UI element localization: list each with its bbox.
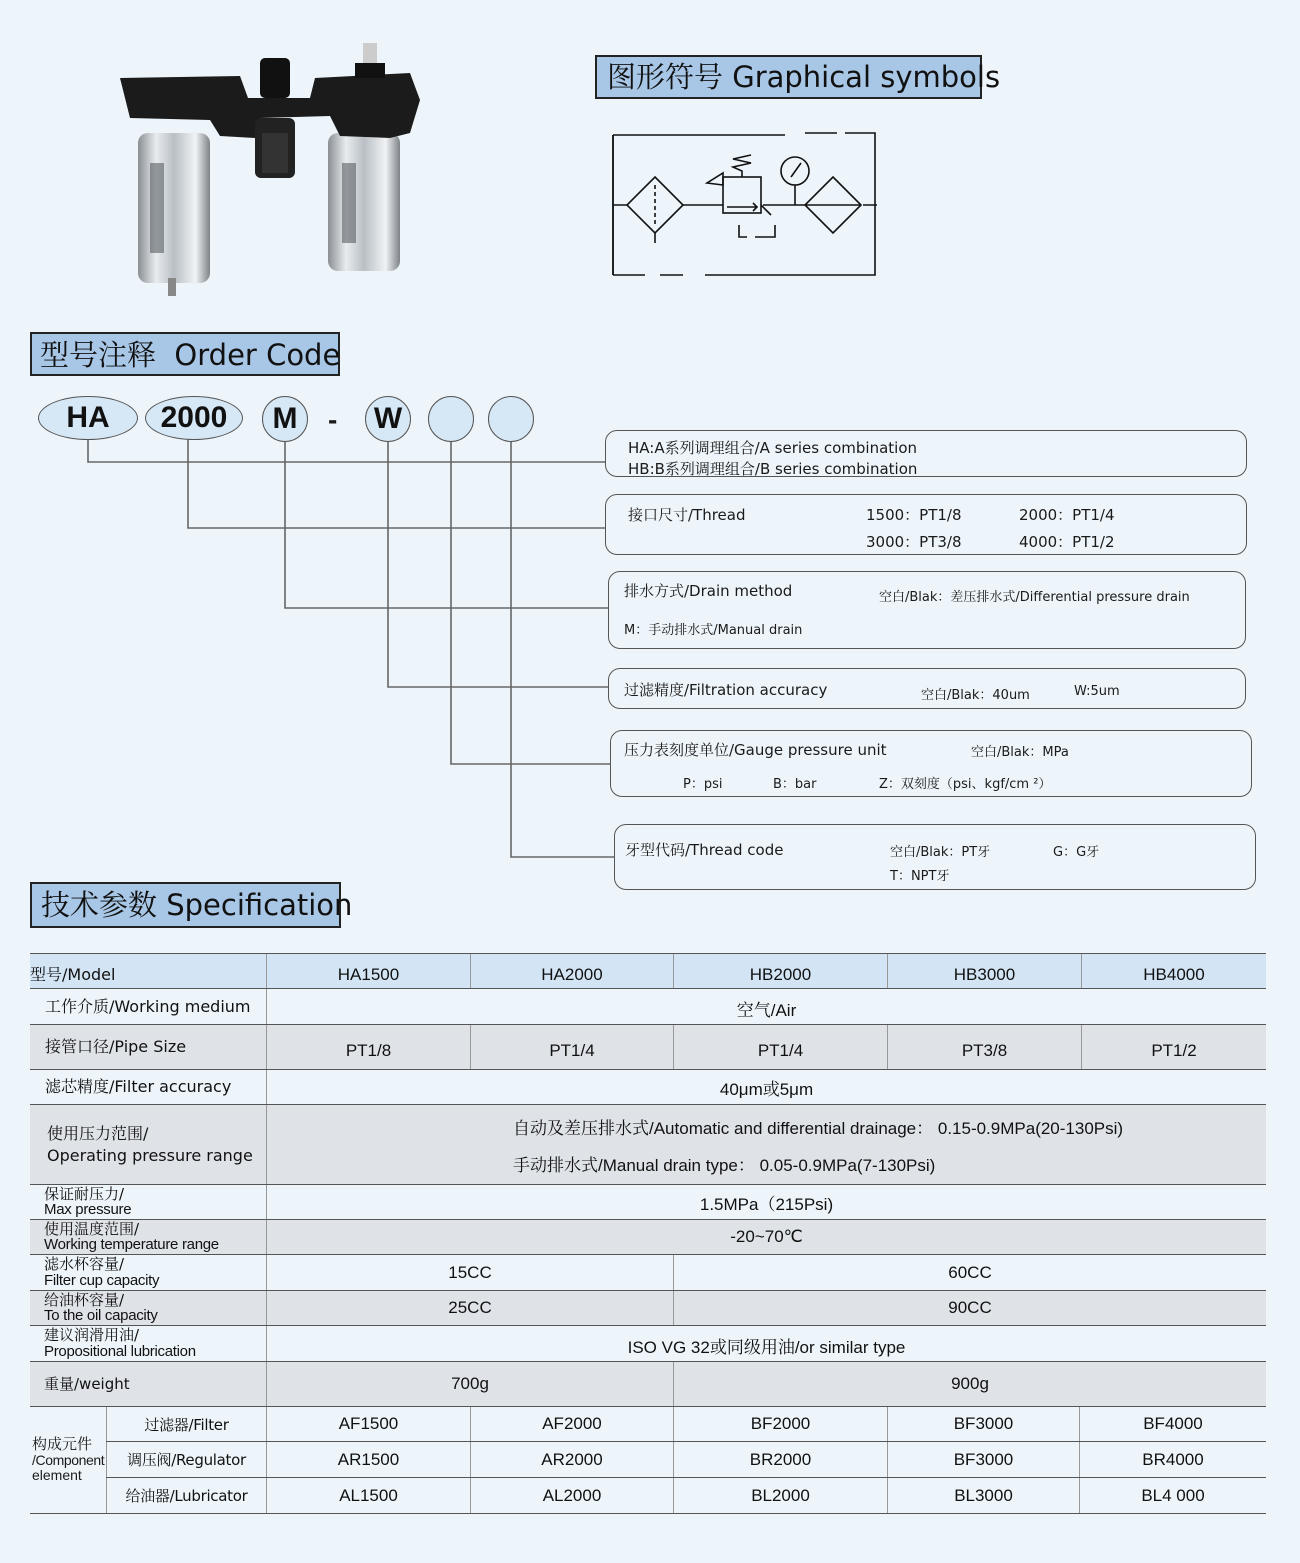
- oil-capacity-row: [30, 1291, 1266, 1326]
- component-filter-ha2000: AF2000: [470, 1407, 673, 1441]
- lubrication-value: ISO VG 32或同级用油/or similar type: [266, 1326, 1266, 1361]
- pressure-range-auto: 自动及差压排水式/Automatic and differential drainage： 0.15-0.9MPa(20-130Psi): [513, 1118, 1124, 1138]
- drain-method-blank: 空白/Blak：差压排水式/Differential pressure drain: [879, 590, 1190, 605]
- filtration-label: 过滤精度/Filtration accuracy: [624, 681, 828, 699]
- pressure-range-label: [30, 1105, 266, 1184]
- component-filter-hb3000: BF3000: [887, 1407, 1079, 1441]
- max-pressure-value: 1.5MPa（215Psi): [266, 1185, 1266, 1219]
- oil-capacity-a-series: 25CC: [266, 1291, 673, 1325]
- oil-capacity-b-series: 90CC: [673, 1291, 1266, 1325]
- thread-code-box: [614, 824, 1256, 890]
- pipe-size-hb3000: PT3/8: [887, 1025, 1081, 1069]
- temperature-label-cn: 使用温度范围/: [44, 1219, 140, 1238]
- temperature-value: -20~70℃: [266, 1220, 1266, 1254]
- pipe-size-hb4000: PT1/2: [1081, 1025, 1266, 1069]
- thread-size-4000: 4000：PT1/2: [1019, 533, 1115, 551]
- filter-cup-label: [30, 1255, 266, 1290]
- component-regulator-name: 调压阀/Regulator: [106, 1442, 266, 1477]
- component-lubricator-name: 给油器/Lubricator: [106, 1478, 266, 1513]
- series-box: [605, 430, 1247, 477]
- filter-cup-label-en: Filter cup capacity: [44, 1271, 160, 1289]
- oil-capacity-label: [30, 1291, 266, 1325]
- pipe-size-label: 接管口径/Pipe Size: [45, 1037, 187, 1057]
- component-lubricator-hb4000: BL4 000: [1079, 1478, 1266, 1513]
- temperature-label-en: Working temperature range: [44, 1236, 219, 1253]
- component-block: [30, 1407, 1266, 1514]
- order-code-title: 型号注释 Order Code: [30, 332, 340, 376]
- model-ha1500: HA1500: [266, 954, 470, 988]
- drain-method-box: [608, 571, 1246, 649]
- gauge-unit-dual: Z：双刻度（psi、kgf/cm ²）: [879, 777, 1052, 792]
- pipe-size-ha2000: PT1/4: [470, 1025, 673, 1069]
- weight-label: 重量/weight: [44, 1374, 130, 1393]
- weight-a-series: 700g: [266, 1362, 673, 1406]
- thread-size-label: 接口尺寸/Thread: [628, 506, 746, 524]
- component-regulator-ha1500: AR1500: [266, 1442, 470, 1477]
- filtration-box: [608, 668, 1246, 709]
- max-pressure-label-en: Max pressure: [44, 1201, 132, 1218]
- filtration-w: W:5um: [1074, 684, 1120, 699]
- model-ha2000: HA2000: [470, 954, 673, 988]
- thread-code-label: 牙型代码/Thread code: [625, 841, 784, 859]
- component-regulator-hb2000: BR2000: [673, 1442, 887, 1477]
- component-regulator-hb4000: BR4000: [1079, 1442, 1266, 1477]
- max-pressure-row: [30, 1185, 1266, 1220]
- filter-cup-label-cn: 滤水杯容量/: [44, 1255, 125, 1273]
- working-medium-row: [30, 989, 1266, 1025]
- drain-method-label: 排水方式/Drain method: [624, 582, 793, 600]
- component-row-filter: [106, 1407, 1266, 1442]
- graphical-symbols-title: 图形符号 Graphical symbols: [595, 55, 982, 99]
- weight-row: [30, 1362, 1266, 1407]
- component-label-en2: element: [32, 1466, 82, 1483]
- gauge-unit-label: 压力表刻度单位/Gauge pressure unit: [624, 741, 887, 759]
- thread-size-3000: 3000：PT3/8: [866, 533, 962, 551]
- component-lubricator-ha1500: AL1500: [266, 1478, 470, 1513]
- component-regulator-hb3000: BF3000: [887, 1442, 1079, 1477]
- lubrication-row: [30, 1326, 1266, 1362]
- pipe-size-row: [30, 1025, 1266, 1070]
- oil-capacity-label-cn: 给油杯容量/: [44, 1290, 125, 1309]
- gauge-unit-bar: B：bar: [773, 777, 817, 792]
- drain-method-manual: M：手动排水式/Manual drain: [624, 623, 803, 638]
- working-medium-value: 空气/Air: [266, 989, 1266, 1024]
- series-a-text: HA:A系列调理组合/A series combination: [628, 439, 918, 457]
- filtration-blank: 空白/Blak：40um: [921, 688, 1030, 703]
- thread-code-blank: 空白/Blak：PT牙: [890, 845, 991, 860]
- filter-cup-a-series: 15CC: [266, 1255, 673, 1290]
- code-dash: -: [328, 404, 338, 435]
- component-regulator-ha2000: AR2000: [470, 1442, 673, 1477]
- lubrication-label: [30, 1326, 266, 1361]
- component-lubricator-hb2000: BL2000: [673, 1478, 887, 1513]
- component-label-cn: 构成元件: [32, 1435, 93, 1454]
- oil-capacity-label-en: To the oil capacity: [44, 1307, 158, 1324]
- pipe-size-ha1500: PT1/8: [266, 1025, 470, 1069]
- filter-cup-row: [30, 1255, 1266, 1291]
- filter-accuracy-row: [30, 1070, 1266, 1105]
- component-label-en1: /Component: [32, 1452, 105, 1469]
- thread-size-box: [605, 494, 1247, 555]
- pressure-range-row: [30, 1105, 1266, 1185]
- pressure-range-manual: 手动排水式/Manual drain type： 0.05-0.9MPa(7-130Psi): [513, 1155, 936, 1175]
- gauge-unit-box: [610, 730, 1252, 797]
- temperature-label: [30, 1220, 266, 1254]
- filter-cup-b-series: 60CC: [673, 1255, 1266, 1290]
- component-label: [30, 1407, 106, 1513]
- max-pressure-label-cn: 保证耐压力/: [44, 1184, 125, 1203]
- component-lubricator-ha2000: AL2000: [470, 1478, 673, 1513]
- working-medium-label: 工作介质/Working medium: [45, 996, 251, 1016]
- max-pressure-label: [30, 1185, 266, 1219]
- thread-size-1500: 1500：PT1/8: [866, 506, 962, 524]
- component-filter-hb4000: BF4000: [1079, 1407, 1266, 1441]
- component-filter-hb2000: BF2000: [673, 1407, 887, 1441]
- model-hb2000: HB2000: [673, 954, 887, 988]
- weight-b-series: 900g: [673, 1362, 1266, 1406]
- pressure-range-label-en: Operating pressure range: [47, 1145, 253, 1165]
- gauge-unit-psi: P：psi: [683, 777, 723, 792]
- code-filtration-pill: W: [365, 396, 411, 442]
- spec-header-row: [30, 953, 1266, 989]
- thread-code-npt: T：NPT牙: [890, 869, 950, 884]
- pipe-size-hb2000: PT1/4: [673, 1025, 887, 1069]
- lubrication-label-cn: 建议润滑用油/: [44, 1326, 140, 1344]
- code-series-pill: HA: [38, 396, 138, 440]
- component-row-regulator: [106, 1442, 1266, 1478]
- temperature-row: [30, 1220, 1266, 1255]
- gauge-unit-blank: 空白/Blak：MPa: [971, 745, 1069, 760]
- thread-size-2000: 2000：PT1/4: [1019, 506, 1115, 524]
- series-b-text: HB:B系列调理组合/B series combination: [628, 460, 918, 478]
- model-hb4000: HB4000: [1081, 954, 1266, 988]
- filter-accuracy-label: 滤芯精度/Filter accuracy: [45, 1077, 232, 1097]
- component-row-lubricator: [106, 1478, 1266, 1513]
- order-code-connectors: [0, 0, 700, 870]
- filter-accuracy-value: 40μm或5μm: [266, 1070, 1266, 1104]
- specification-title: 技术参数 Specification: [30, 882, 341, 928]
- pressure-range-label-cn: 使用压力范围/: [47, 1123, 149, 1143]
- lubrication-label-en: Propositional lubrication: [44, 1342, 196, 1360]
- model-hb3000: HB3000: [887, 954, 1081, 988]
- pressure-range-values: [266, 1105, 1266, 1184]
- code-drain-pill: M: [262, 396, 308, 442]
- model-label: 型号/Model: [30, 965, 116, 985]
- component-lubricator-hb3000: BL3000: [887, 1478, 1079, 1513]
- thread-code-g: G：G牙: [1053, 845, 1100, 860]
- code-size-pill: 2000: [145, 396, 243, 440]
- component-filter-name: 过滤器/Filter: [106, 1407, 266, 1441]
- component-filter-ha1500: AF1500: [266, 1407, 470, 1441]
